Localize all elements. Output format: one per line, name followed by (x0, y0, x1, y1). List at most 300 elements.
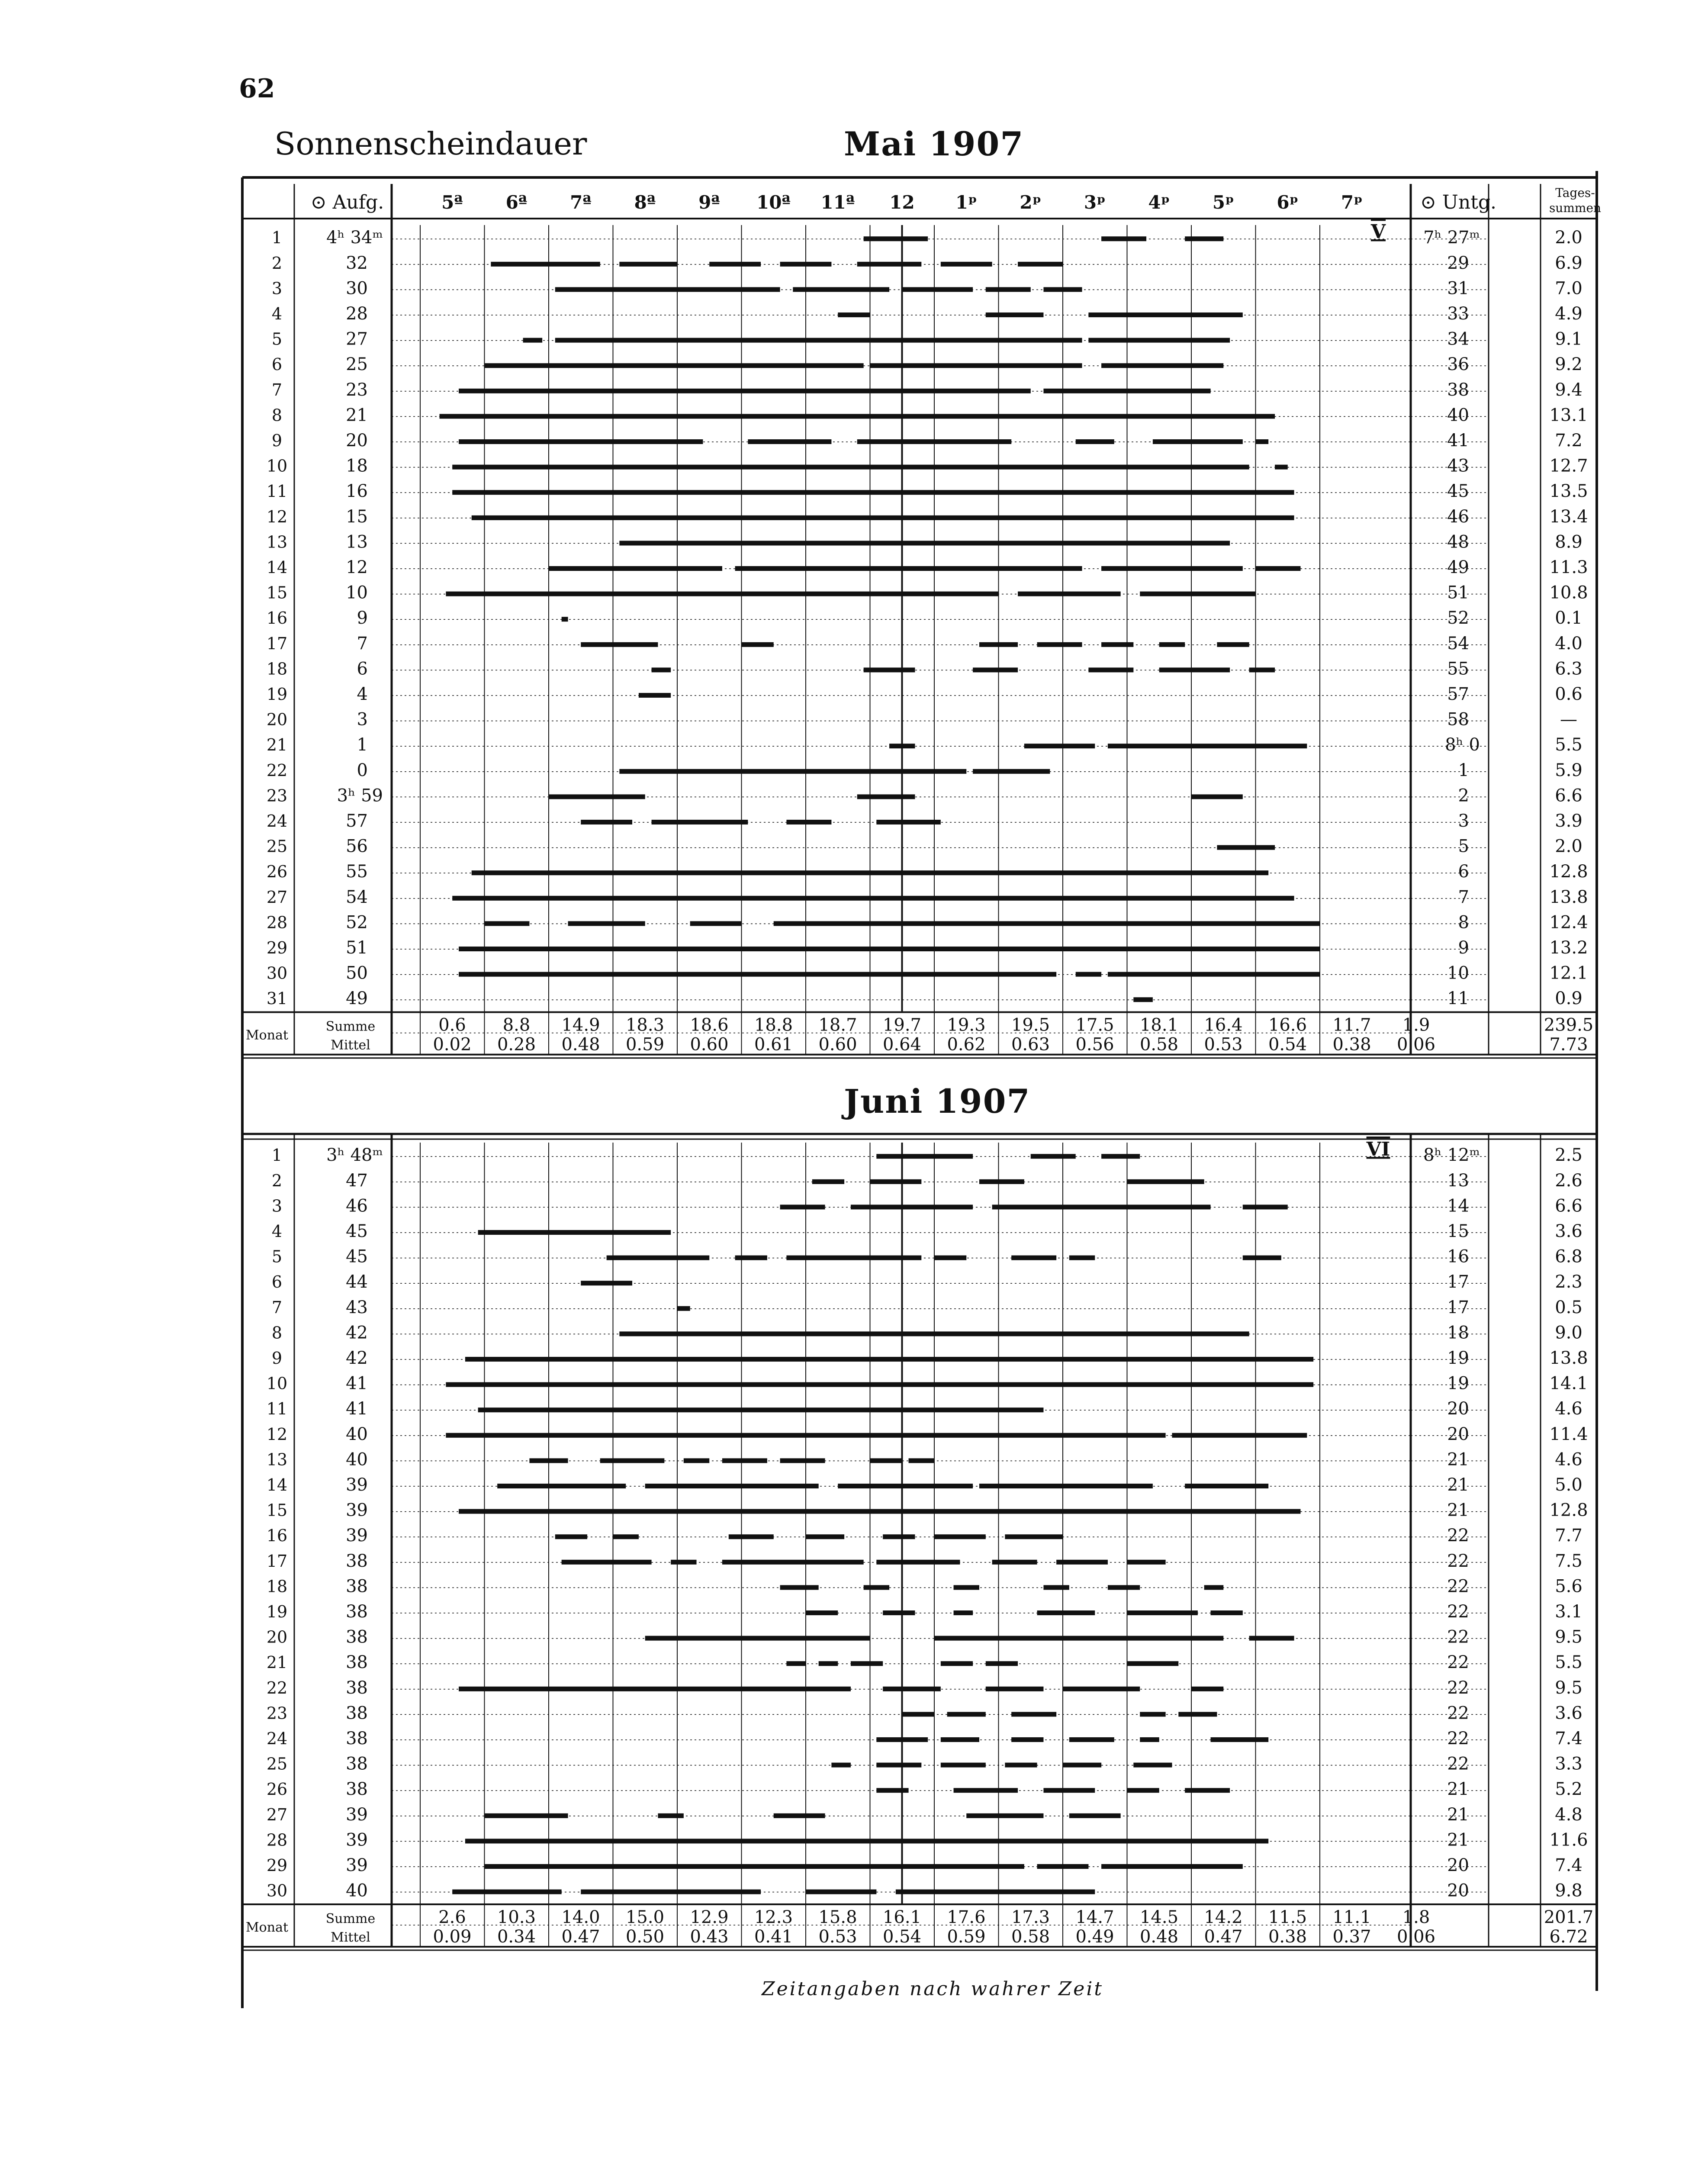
mai-untg: 29 (1447, 253, 1469, 273)
juni-sunshine-bar (1127, 1560, 1166, 1565)
juni-tages: 9.8 (1555, 1881, 1583, 1901)
juni-day-label: 28 (266, 1830, 288, 1850)
mai-sunshine-bar (1018, 262, 1063, 267)
mai-day-label: 8 (271, 406, 283, 425)
juni-tages: 5.5 (1555, 1652, 1583, 1673)
mai-aufg: 54 (346, 887, 368, 907)
juni-sunshine-bar (979, 1179, 1024, 1184)
mai-untg: 41 (1447, 430, 1469, 451)
mai-sunshine-bar (1140, 592, 1255, 596)
mai-day-label: 24 (266, 811, 288, 831)
juni-mittel-value: 0.53 (818, 1927, 857, 1947)
juni-aufg: 42 (346, 1348, 368, 1368)
juni-sunshine-bar (722, 1458, 767, 1463)
mai-sunshine-bar (735, 566, 1082, 571)
juni-sunshine-bar (1127, 1179, 1204, 1184)
juni-sunshine-bar (851, 1204, 973, 1209)
juni-day-label: 19 (266, 1602, 288, 1621)
juni-sunshine-bar (1063, 1687, 1140, 1691)
juni-untg: 22 (1447, 1703, 1469, 1723)
mai-tages: 13.2 (1549, 937, 1588, 958)
juni-tages: 9.5 (1555, 1678, 1583, 1698)
mai-sunshine-bar (639, 693, 671, 698)
juni-tages: 7.4 (1555, 1728, 1583, 1749)
juni-sunshine-bar (1185, 1788, 1230, 1793)
mai-sunshine-bar (619, 769, 966, 774)
hour-header-6: 11ª (820, 192, 855, 213)
mai-mittel-value: 0.38 (1332, 1034, 1371, 1055)
juni-day-label: 16 (266, 1526, 288, 1546)
mai-aufg: 49 (346, 989, 368, 1009)
juni-day-label: 26 (266, 1780, 288, 1799)
mai-summe-value: 18.3 (625, 1015, 665, 1035)
juni-day-label: 27 (266, 1805, 288, 1824)
juni-mittel-value: 0.38 (1268, 1927, 1307, 1947)
col-tages-header-2: summen (1549, 201, 1602, 215)
juni-sunshine-bar (780, 1204, 825, 1209)
mai-sunshine-bar (709, 262, 761, 267)
mai-sunshine-bar (472, 515, 1294, 520)
juni-sunshine-bar (1140, 1712, 1165, 1716)
juni-aufg: 40 (346, 1424, 368, 1444)
juni-tages: 4.6 (1555, 1399, 1583, 1419)
juni-untg: 19 (1447, 1348, 1469, 1368)
juni-sunshine-bar (1211, 1610, 1243, 1615)
juni-mittel-value: 0.43 (690, 1927, 729, 1947)
juni-sunshine-bar (581, 1281, 632, 1285)
juni-untg: 22 (1447, 1627, 1469, 1647)
juni-tages: 6.6 (1555, 1196, 1583, 1216)
mai-mittel-value: 0.06 (1396, 1034, 1436, 1055)
juni-tages: 4.8 (1555, 1804, 1583, 1825)
juni-summe-value: 14.0 (561, 1907, 600, 1927)
juni-tages: 2.5 (1555, 1145, 1583, 1166)
mai-sunshine-bar (452, 465, 1249, 470)
mai-tages: 12.4 (1549, 912, 1588, 933)
juni-sunshine-bar (645, 1484, 819, 1488)
hour-header-5: 10ª (756, 192, 791, 213)
mai-sunshine-bar (864, 667, 915, 672)
juni-tages: 6.8 (1555, 1246, 1583, 1267)
mai-summe-value: 16.4 (1204, 1015, 1243, 1035)
juni-untg: 22 (1447, 1754, 1469, 1774)
mai-sunshine-bar (619, 541, 1230, 545)
juni-sunshine-bar (729, 1534, 774, 1539)
mai-sunshine-bar (1101, 566, 1243, 571)
juni-untg: 8ʰ 12ᵐ (1423, 1145, 1480, 1166)
juni-day-label: 25 (266, 1754, 288, 1774)
juni-sunshine-bar (812, 1179, 844, 1184)
juni-sunshine-bar (452, 1890, 561, 1894)
mai-untg: 43 (1447, 456, 1469, 476)
mai-mittel-value: 0.58 (1139, 1034, 1179, 1055)
mai-day-label: 29 (266, 938, 288, 957)
mai-sunshine-bar (1108, 972, 1320, 977)
juni-untg: 21 (1447, 1475, 1469, 1495)
juni-day-label: 14 (266, 1475, 288, 1494)
juni-sunshine-bar (1063, 1763, 1101, 1768)
juni-day-label: 13 (266, 1450, 288, 1469)
juni-sunshine-bar (941, 1737, 979, 1742)
mai-tages: 0.9 (1555, 989, 1583, 1009)
mai-mittel-value: 0.53 (1204, 1034, 1243, 1055)
mai-sunshine-bar (973, 769, 1050, 774)
mai-sunshine-bar (446, 592, 998, 596)
juni-sunshine-bar (1133, 1763, 1172, 1768)
juni-aufg: 46 (346, 1196, 368, 1216)
hour-header-0: 5ª (441, 192, 463, 213)
mai-tages: 8.9 (1555, 532, 1583, 552)
mai-roman: V (1370, 221, 1386, 243)
mai-day-label: 11 (266, 482, 288, 501)
hour-header-9: 2ᵖ (1020, 192, 1042, 213)
mai-tages: 2.0 (1555, 228, 1583, 248)
mai-tages: 0.6 (1555, 684, 1583, 704)
mai-summe-value: 0.6 (438, 1015, 466, 1035)
juni-untg: 20 (1447, 1881, 1469, 1901)
mai-day-label: 31 (266, 989, 288, 1008)
mai-tages: 9.1 (1555, 329, 1583, 349)
mai-summe-value: 8.8 (502, 1015, 531, 1035)
mai-untg: 2 (1458, 786, 1469, 806)
juni-sunshine-bar (966, 1813, 1043, 1818)
juni-day-label: 10 (266, 1374, 288, 1393)
juni-sunshine-bar (1056, 1560, 1108, 1565)
juni-untg: 15 (1447, 1221, 1469, 1241)
mai-sunshine-bar (1043, 389, 1210, 393)
juni-tages: 3.1 (1555, 1601, 1583, 1622)
juni-sunshine-bar (883, 1534, 915, 1539)
mai-tages: 6.9 (1555, 253, 1583, 273)
juni-summe-value: 17.6 (947, 1907, 986, 1927)
juni-sunshine-bar (677, 1306, 690, 1311)
juni-tages: 11.4 (1549, 1424, 1588, 1444)
juni-sunshine-bar (979, 1484, 1153, 1488)
mai-tages: 7.2 (1555, 430, 1583, 451)
mai-sunshine-bar (690, 921, 742, 926)
mai-mittel-value: 0.48 (561, 1034, 600, 1055)
juni-summe-value: 14.7 (1075, 1907, 1114, 1927)
juni-sunshine-bar (902, 1712, 934, 1716)
mai-label-mittel: Mittel (331, 1037, 370, 1053)
mai-sunshine-bar (941, 262, 992, 267)
juni-aufg: 38 (346, 1551, 368, 1571)
juni-aufg: 38 (346, 1678, 368, 1698)
juni-sunshine-bar (600, 1458, 665, 1463)
juni-sunshine-bar (1243, 1204, 1288, 1209)
juni-tages: 3.6 (1555, 1703, 1583, 1723)
juni-day-label: 23 (266, 1704, 288, 1723)
juni-aufg: 39 (346, 1804, 368, 1825)
mai-label-monat: Monat (245, 1027, 289, 1043)
mai-tages: 12.8 (1549, 862, 1588, 882)
mai-untg: 45 (1447, 481, 1469, 502)
mai-day-label: 4 (271, 304, 283, 323)
mai-summe-value: 19.7 (882, 1015, 922, 1035)
mai-aufg: 27 (346, 329, 368, 349)
mai-aufg: 56 (346, 836, 368, 857)
juni-sunshine-bar (870, 1179, 922, 1184)
juni-sunshine-bar (780, 1458, 825, 1463)
mai-untg: 6 (1458, 862, 1469, 882)
hour-header-4: 9ª (698, 192, 720, 213)
juni-sunshine-bar (992, 1560, 1037, 1565)
juni-mittel-value: 0.48 (1139, 1927, 1179, 1947)
juni-tages: 9.0 (1555, 1323, 1583, 1343)
mai-untg: 52 (1447, 608, 1469, 628)
mai-untg: 51 (1447, 583, 1469, 603)
juni-title: Juni 1907 (844, 1082, 1031, 1121)
mai-aufg: 32 (346, 253, 368, 273)
mai-sunshine-bar (1153, 439, 1243, 444)
mai-tages: 3.9 (1555, 811, 1583, 831)
juni-sunshine-bar (722, 1560, 864, 1565)
mai-aufg: 18 (346, 456, 368, 476)
juni-sunshine-bar (1101, 1154, 1140, 1159)
juni-mittel-value: 0.09 (433, 1927, 472, 1947)
juni-aufg: 39 (346, 1475, 368, 1495)
juni-untg: 19 (1447, 1373, 1469, 1394)
mai-mittel-value: 0.63 (1011, 1034, 1050, 1055)
juni-aufg: 38 (346, 1728, 368, 1749)
juni-untg: 13 (1447, 1170, 1469, 1191)
mai-aufg: 4ʰ 34ᵐ (326, 228, 383, 248)
mai-sunshine-bar (459, 389, 1031, 393)
juni-day-label: 2 (271, 1171, 283, 1190)
juni-tages: 3.3 (1555, 1754, 1583, 1774)
juni-summe-value: 10.3 (497, 1907, 536, 1927)
mai-day-label: 3 (271, 279, 283, 298)
juni-untg: 21 (1447, 1830, 1469, 1850)
mai-untg: 48 (1447, 532, 1469, 552)
juni-day-label: 9 (271, 1348, 283, 1368)
juni-summe-value: 12.3 (754, 1907, 793, 1927)
mai-sunshine-bar (619, 262, 677, 267)
mai-sunshine-bar (1108, 744, 1307, 748)
juni-sunshine-bar (954, 1585, 979, 1590)
juni-sunshine-bar (947, 1712, 986, 1716)
juni-sunshine-bar (876, 1154, 973, 1159)
juni-tages: 5.6 (1555, 1576, 1583, 1597)
juni-tages: 12.8 (1549, 1500, 1588, 1520)
hour-header-3: 8ª (634, 192, 656, 213)
mai-day-label: 30 (266, 963, 288, 983)
juni-mittel-value: 0.58 (1011, 1927, 1050, 1947)
mai-tages: 13.5 (1549, 481, 1588, 502)
mai-sunshine-bar (440, 414, 1275, 419)
mai-day-label: 10 (266, 456, 288, 476)
mai-tages: 13.8 (1549, 887, 1588, 907)
hour-header-13: 6ᵖ (1277, 192, 1299, 213)
juni-day-label: 15 (266, 1501, 288, 1520)
juni-sunshine-bar (1011, 1737, 1043, 1742)
mai-sunshine-bar (562, 617, 568, 622)
juni-sunshine-bar (909, 1458, 934, 1463)
juni-sunshine-bar (735, 1256, 767, 1260)
mai-untg: 5 (1458, 836, 1469, 857)
mai-day-label: 15 (266, 583, 288, 602)
mai-sunshine-bar (786, 820, 831, 824)
juni-mittel-value: 0.50 (625, 1927, 665, 1947)
mai-sunshine-bar (864, 236, 928, 241)
mai-mittel-value: 0.28 (497, 1034, 536, 1055)
mai-mittel-value: 0.60 (818, 1034, 857, 1055)
juni-day-label: 3 (271, 1196, 283, 1216)
juni-sunshine-bar (806, 1610, 838, 1615)
juni-sunshine-bar (485, 1813, 568, 1818)
juni-tages: 7.7 (1555, 1526, 1583, 1546)
mai-day-label: 12 (266, 507, 288, 526)
juni-mittel-value: 0.47 (1204, 1927, 1243, 1947)
mai-day-label: 20 (266, 710, 288, 729)
footer-note: Zeitangaben nach wahrer Zeit (762, 1978, 1104, 2000)
juni-day-label: 17 (266, 1551, 288, 1571)
mai-untg: 3 (1458, 811, 1469, 831)
mai-summe-value: 14.9 (561, 1015, 600, 1035)
col-tages-header: Tages- (1555, 186, 1595, 200)
mai-untg: 36 (1447, 354, 1469, 375)
juni-mittel-value: 0.41 (754, 1927, 793, 1947)
mai-sunshine-bar (1088, 312, 1242, 317)
juni-day-label: 5 (271, 1247, 283, 1266)
juni-untg: 21 (1447, 1449, 1469, 1470)
mai-sunshine-bar (870, 363, 1082, 368)
mai-untg: 8ʰ 0 (1445, 735, 1480, 755)
mai-untg: 55 (1447, 659, 1469, 679)
juni-sunshine-bar (581, 1890, 761, 1894)
juni-aufg: 39 (346, 1500, 368, 1520)
juni-untg: 16 (1447, 1246, 1469, 1267)
juni-sunshine-bar (1243, 1256, 1281, 1260)
mai-sunshine-bar (876, 820, 941, 824)
juni-label-mittel: Mittel (331, 1930, 370, 1945)
juni-summe-value: 11.1 (1332, 1907, 1371, 1927)
juni-mittel-value: 0.37 (1332, 1927, 1371, 1947)
mai-untg: 7 (1458, 887, 1469, 907)
page-title: Sonnenscheindauer (274, 126, 587, 162)
juni-day-label: 4 (271, 1221, 283, 1241)
juni-sunshine-bar (876, 1560, 960, 1565)
juni-tages: 5.2 (1555, 1779, 1583, 1800)
mai-aufg: 28 (346, 303, 368, 324)
juni-sunshine-bar (780, 1585, 819, 1590)
mai-untg: 1 (1458, 760, 1469, 780)
mai-sunshine-bar (986, 312, 1044, 317)
juni-tages: 7.5 (1555, 1551, 1583, 1571)
juni-day-label: 8 (271, 1323, 283, 1343)
mai-untg: 34 (1447, 329, 1469, 349)
juni-tages: 14.1 (1549, 1373, 1588, 1394)
mai-sunshine-bar (793, 287, 889, 292)
juni-sunshine-bar (1185, 1484, 1268, 1488)
juni-sunshine-bar (446, 1382, 1313, 1387)
juni-mittel-value: 0.54 (882, 1927, 922, 1947)
mai-summe-value: 18.6 (690, 1015, 729, 1035)
mai-tages: 10.8 (1549, 583, 1588, 603)
juni-day-label: 12 (266, 1424, 288, 1444)
mai-aufg: 1 (357, 735, 368, 755)
mai-sunshine-bar (742, 642, 774, 647)
juni-aufg: 43 (346, 1297, 368, 1317)
juni-day-label: 1 (271, 1146, 283, 1165)
juni-aufg: 38 (346, 1576, 368, 1597)
mai-aufg: 52 (346, 912, 368, 933)
juni-sunshine-bar (465, 1839, 1268, 1843)
juni-sunshine-bar (1204, 1585, 1224, 1590)
juni-untg: 21 (1447, 1779, 1469, 1800)
juni-sunshine-bar (941, 1763, 986, 1768)
juni-day-label: 7 (271, 1298, 283, 1317)
juni-label-monat: Monat (245, 1920, 289, 1935)
mai-sunshine-bar (555, 338, 1082, 343)
mai-sunshine-bar (459, 972, 1056, 977)
juni-sunshine-bar (1127, 1661, 1179, 1666)
mai-aufg: 25 (346, 354, 368, 375)
mai-sunshine-bar (452, 490, 1294, 495)
mai-sunshine-bar (459, 439, 703, 444)
mai-untg: 38 (1447, 380, 1469, 400)
juni-sunshine-bar (934, 1534, 986, 1539)
juni-day-label: 22 (266, 1678, 288, 1697)
mai-summe-value: 17.5 (1075, 1015, 1114, 1035)
juni-aufg: 39 (346, 1830, 368, 1850)
juni-day-label: 24 (266, 1729, 288, 1748)
juni-sunshine-bar (1005, 1534, 1063, 1539)
mai-summe-value: 18.1 (1139, 1015, 1179, 1035)
juni-sunshine-bar (934, 1636, 1223, 1641)
juni-day-label: 18 (266, 1577, 288, 1596)
mai-sunshine-bar (549, 566, 722, 571)
mai-sunshine-bar (838, 312, 870, 317)
juni-sunshine-bar (1043, 1585, 1069, 1590)
juni-sunshine-bar (555, 1534, 587, 1539)
mai-sunshine-bar (986, 287, 1031, 292)
juni-tages: 3.6 (1555, 1221, 1583, 1241)
mai-aufg: 3ʰ 59 (337, 786, 383, 806)
juni-sunshine-bar (806, 1890, 876, 1894)
juni-aufg: 47 (346, 1170, 368, 1191)
juni-sunshine-bar (896, 1890, 1095, 1894)
mai-sunshine-bar (1256, 566, 1301, 571)
juni-sunshine-bar (1191, 1687, 1223, 1691)
juni-sunshine-bar (619, 1331, 1249, 1336)
mai-summe-value: 16.6 (1268, 1015, 1307, 1035)
mai-sunshine-bar (1024, 744, 1095, 748)
juni-sunshine-bar (1178, 1712, 1217, 1716)
mai-sunshine-bar (857, 262, 922, 267)
mai-day-label: 1 (271, 228, 283, 248)
juni-tages: 7.4 (1555, 1855, 1583, 1875)
juni-tages: 2.3 (1555, 1272, 1583, 1292)
juni-summe-value: 12.9 (690, 1907, 729, 1927)
juni-tages: 4.6 (1555, 1449, 1583, 1470)
mai-sunshine-bar (485, 921, 530, 926)
mai-sunshine-bar (1018, 592, 1121, 596)
mai-sunshine-bar (459, 947, 1320, 951)
juni-sunshine-bar (529, 1458, 568, 1463)
mai-sunshine-bar (452, 896, 1294, 901)
juni-sunshine-bar (1127, 1788, 1159, 1793)
mai-aufg: 57 (346, 811, 368, 831)
mai-total-summe: 239.5 (1544, 1015, 1594, 1035)
mai-mittel-value: 0.54 (1268, 1034, 1307, 1055)
mai-mittel-value: 0.64 (882, 1034, 922, 1055)
mai-sunshine-bar (1249, 667, 1275, 672)
mai-summe-value: 18.7 (818, 1015, 857, 1035)
mai-untg: 49 (1447, 557, 1469, 577)
mai-day-label: 2 (271, 253, 283, 273)
juni-sunshine-bar (934, 1256, 966, 1260)
